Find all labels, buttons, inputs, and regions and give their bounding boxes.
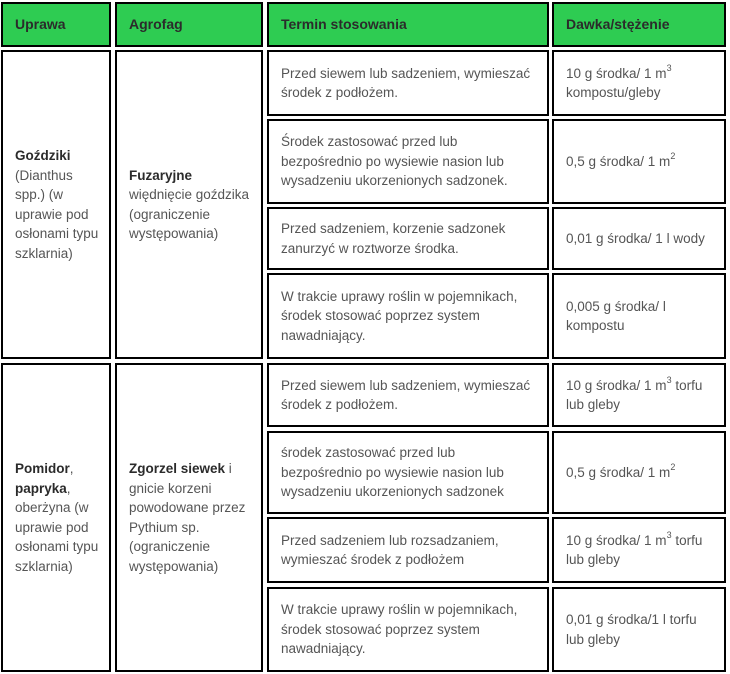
header-crop-label: Uprawa	[15, 16, 66, 32]
timing-text: Przed siewem lub sadzeniem, wymieszać środek z podłożem.	[281, 377, 531, 412]
dose-text: 0,01 g środka/ 1 l wody	[566, 230, 705, 246]
dose-text: 0,01 g środka/1 l torfu lub gleby	[566, 612, 697, 647]
pest-note: gnicie korzeni powodowane przez Pythium sp. (ograniczenie występowania)	[129, 480, 246, 574]
crop-name: Goździki	[15, 148, 71, 163]
dose-cell	[552, 363, 726, 427]
dose-cell	[552, 517, 726, 583]
timing-cell	[267, 431, 549, 514]
timing-cell	[267, 587, 549, 672]
timing-text: W trakcie uprawy roślin w pojemnikach, środek stosować poprzez system nawadniający.	[281, 602, 518, 657]
timing-text: Środek zastosować przed lub bezpośrednio po wysiewie nasion lub wysadzeniu ukorzenionych sadzonek.	[281, 134, 508, 189]
header-pest-label: Agrofag	[129, 16, 183, 32]
crop-text	[15, 459, 105, 576]
dose-cell	[552, 273, 726, 359]
dose-value: 10 g środka/ 1 m	[566, 532, 667, 548]
pest-name: Fuzaryjne	[129, 167, 193, 183]
crop-text	[15, 146, 105, 263]
timing-cell	[267, 273, 549, 359]
dose-exponent: 2	[670, 151, 676, 162]
timing-text: W trakcie uprawy roślin w pojemnikach, środek stosować poprzez system nawadniający.	[281, 288, 518, 343]
crop-separator: ,	[66, 480, 71, 496]
crop-name: Pomidor	[15, 461, 70, 476]
dose-text	[566, 531, 714, 570]
timing-text: środek zastosować przed lub bezpośrednio po wysiewie nasion lub wysadzeniu ukorzenionych sadzonek	[281, 445, 504, 500]
timing-text: Przed siewem lub sadzeniem, wymieszać środek z podłożem.	[281, 65, 531, 100]
pest-note: więdnięcie goździka (ograniczenie występowania)	[129, 187, 250, 241]
pest-cell	[115, 50, 263, 359]
header-crop	[1, 2, 111, 47]
header-pest	[115, 2, 263, 47]
timing-cell	[267, 119, 549, 204]
header-dose-label: Dawka/stężenie	[566, 16, 670, 32]
dose-cell	[552, 431, 726, 514]
timing-cell	[267, 50, 549, 116]
dose-text	[566, 64, 714, 103]
dose-value: 0,5 g środka/ 1 m	[566, 153, 671, 169]
dose-text	[566, 152, 675, 172]
timing-cell	[267, 207, 549, 270]
pest-conjunction: i	[225, 461, 232, 476]
dose-cell	[552, 119, 726, 204]
dose-unit: torfu lub gleby	[566, 532, 703, 567]
crop-note: oberżyna (w uprawie pod osłonami typu szklarnia)	[15, 500, 99, 574]
crop-cell	[1, 50, 111, 359]
pest-cell	[115, 363, 263, 672]
dose-cell	[552, 207, 726, 270]
dose-exponent: 3	[666, 530, 672, 540]
timing-cell	[267, 517, 549, 583]
crop-cell	[1, 363, 111, 672]
timing-text: Przed sadzeniem, korzenie sadzonek zanurzyć w roztworze środka.	[281, 221, 506, 256]
dose-value: 10 g środka/ 1 m	[566, 65, 667, 81]
pest-text	[129, 166, 251, 244]
dose-value: 10 g środka/ 1 m	[566, 377, 667, 393]
dose-unit: kompostu/gleby	[566, 85, 661, 100]
dose-text	[566, 463, 675, 483]
header-timing	[267, 2, 549, 47]
header-dose	[552, 2, 726, 47]
dose-exponent: 3	[666, 63, 672, 73]
crop-note: (Dianthus spp.) (w uprawie pod osłonami typu szklarnia)	[15, 167, 99, 261]
timing-text: Przed sadzeniem lub rozsadzaniem, wymieszać środek z podłożem	[281, 532, 499, 567]
dose-exponent: 2	[670, 462, 676, 473]
dose-cell	[552, 587, 726, 672]
dose-unit: torfu lub gleby	[566, 377, 703, 412]
dose-cell	[552, 50, 726, 116]
dose-value: 0,5 g środka/ 1 m	[566, 464, 671, 480]
timing-cell	[267, 363, 549, 427]
pest-text	[129, 459, 251, 576]
dose-text: 0,005 g środka/ l kompostu	[566, 298, 666, 333]
crop-name: papryka	[15, 480, 67, 496]
pest-name: Zgorzel siewek	[129, 461, 226, 476]
crop-separator: ,	[69, 461, 74, 476]
header-timing-label: Termin stosowania	[281, 16, 407, 32]
dose-exponent: 3	[666, 375, 672, 385]
dose-text	[566, 376, 714, 415]
